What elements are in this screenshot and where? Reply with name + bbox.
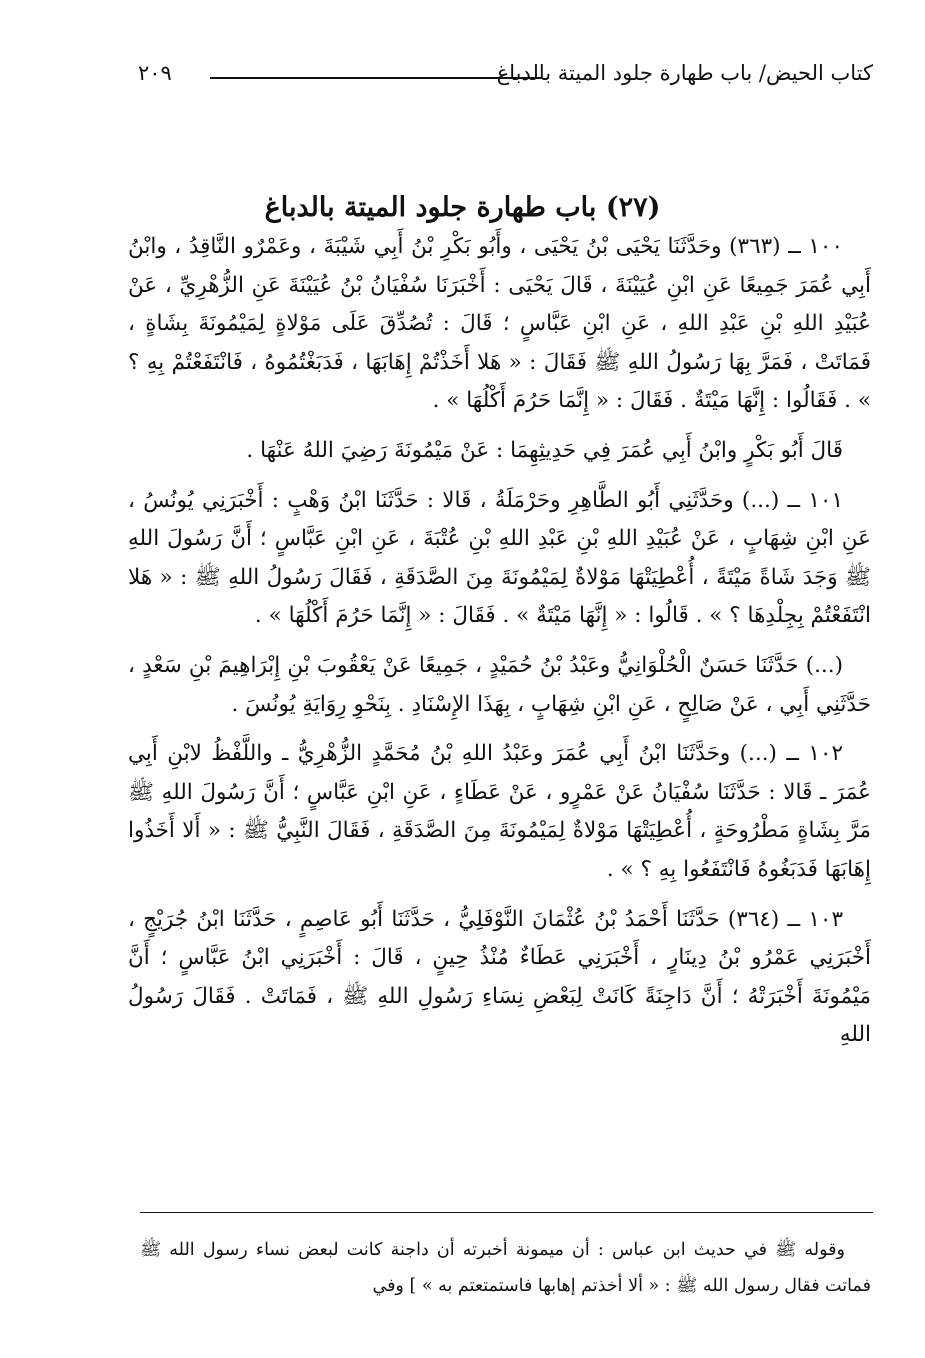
running-head-title: كتاب الحيض/ باب طهارة جلود الميتة بالدباغ — [496, 61, 873, 85]
running-head — [138, 58, 873, 92]
hadith-103: ١٠٣ ــ (٣٦٤) حَدَّثَنَا أَحْمَدُ بْنُ عُثْمَانَ النَّوْفَلِيُّ ، حَدَّثَنَا أَبُو عَاصِمٍ ، حَدَّثَنَا ابْنُ جُرَيْجٍ ، أَخْبَرَنِي عَمْرُو بْنُ دِينَارٍ ، أَخْبَرَنِي عَطَاءٌ مُنْذُ حِينٍ ، قَالَ : أَخْبَرَنِي ابْنُ عَبَّاسٍ ؛ أَنَّ مَيْمُونَةَ أَخْبَرَتْهُ ؛ أَنَّ دَاجِنَةً كَانَتْ لِبَعْضِ نِسَاءِ رَسُولِ اللهِ ﷺ ، فَمَاتَتْ . فَقَالَ رَسُولُ اللهِ — [128, 906, 871, 1048]
hadith-101: ١٠١ ــ (...) وحَدَّثَنِي أَبُو الطَّاهِرِ وحَرْمَلَةُ ، قَالا : حَدَّثَنَا ابْنُ وَهْبٍ : أَخْبَرَنِي يُونُسُ ، عَنِ ابْنِ شِهَابٍ ، عَنْ عُبَيْدِ اللهِ بْنِ عَبْدِ اللهِ بْنِ عُتْبَةَ ، عَنِ ابْنِ عَبَّاسٍ ؛ أَنَّ رَسُولَ اللهِ ﷺ وَجَدَ شَاةً مَيْتَةً ، أُعْطِيَتْهَا مَوْلاةٌ لِمَيْمُونَةَ مِنَ الصَّدَقَةِ ، فَقَالَ رَسُولُ اللهِ ﷺ : « هَلا انْتَفَعْتُمْ بِجِلْدِهَا ؟ » . قَالُوا : « إِنَّهَا مَيْتَةٌ » . فَقَالَ : « إِنَّمَا حَرُمَ أَكْلُهَا » . — [128, 487, 871, 629]
hadith-100: ١٠٠ ــ (٣٦٣) وحَدَّثَنَا يَحْيَى بْنُ يَحْيَى ، وأَبُو بَكْرِ بْنُ أَبِي شَيْبَةَ ، وعَمْرٌو النَّاقِدُ ، وابْنُ أَبِي عُمَرَ جَمِيعًا عَنِ ابْنِ عُيَيْنَةَ ، قَالَ يَحْيَى : أَخْبَرَنَا سُفْيَانُ بْنُ عُيَيْنَةَ عَنِ الزُّهْرِيِّ ، عَنْ عُبَيْدِ اللهِ بْنِ عَبْدِ اللهِ ، عَنِ ابْنِ عَبَّاسٍ ؛ قَالَ : تُصُدِّقَ عَلَى مَوْلاةٍ لِمَيْمُونَةَ بِشَاةٍ ، فَمَاتَتْ ، فَمَرَّ بِهَا رَسُولُ اللهِ ﷺ فَقَالَ : « هَلا أَخَذْتُمْ إِهَابَهَا ، فَدَبَغْتُمُوهُ ، فَانْتَفَعْتُمْ بِهِ ؟ » . فَقَالُوا : إِنَّهَا مَيْتَةٌ . فَقَالَ : « إِنَّمَا حَرُمَ أَكْلُهَا » . — [128, 234, 871, 414]
footnote-divider — [140, 1212, 873, 1213]
running-head-rule — [210, 77, 543, 79]
hadith-102: ١٠٢ ــ (...) وحَدَّثَنَا ابْنُ أَبِي عُمَرَ وعَبْدُ اللهِ بْنُ مُحَمَّدٍ الزُّهْرِيُّ ـ واللَّفْظُ لابْنِ أَبِي عُمَرَ ـ قَالا : حَدَّثَنَا سُفْيَانُ عَنْ عَمْرٍو ، عَنْ عَطَاءٍ ، عَنِ ابْنِ عَبَّاسٍ ؛ أَنَّ رَسُولَ اللهِ ﷺ مَرَّ بِشَاةٍ مَطْرُوحَةٍ ، أُعْطِيَتْهَا مَوْلاةٌ لِمَيْمُونَةَ مِنَ الصَّدَقَةِ ، فَقَالَ النَّبِيُّ ﷺ : « أَلا أَخَذُوا إِهَابَهَا فَدَبَغُوهُ فَانْتَفَعُوا بِهِ ؟ » . — [128, 741, 871, 882]
footnote: وقوله ﷺ في حديث ابن عباس : أن ميمونة أخبرته أن داجنة كانت لبعض نساء رسول الله ﷺ فماتت فقال رسول الله ﷺ : « ألا أخذتم إهابها فاستمتعتم به » ] وفي — [140, 1240, 871, 1296]
narrator-note: قَالَ أَبُو بَكْرٍ وابْنُ أَبِي عُمَرَ فِي حَدِيثِهِمَا : عَنْ مَيْمُونَةَ رَضِيَ اللهُ عَنْهَا . — [246, 437, 843, 463]
hadith-101-chain: (...) حَدَّثَنَا حَسَنٌ الْحُلْوَانِيُّ وعَبْدُ بْنُ حُمَيْدٍ ، جَمِيعًا عَنْ يَعْقُوبَ بْنِ إِبْرَاهِيمَ بْنِ سَعْدٍ ، حَدَّثَنِي أَبِي ، عَنْ صَالِحٍ ، عَنِ ابْنِ شِهَابٍ ، بِهَذَا الإِسْنَادِ . بِنَحْوِ رِوَايَةِ يُونُسَ . — [128, 652, 871, 717]
main-text — [128, 228, 871, 1066]
chapter-title: (٢٧) باب طهارة جلود الميتة بالدباغ — [264, 192, 661, 224]
footnotes — [140, 1232, 871, 1304]
page-number: ٢٠٩ — [138, 61, 172, 85]
